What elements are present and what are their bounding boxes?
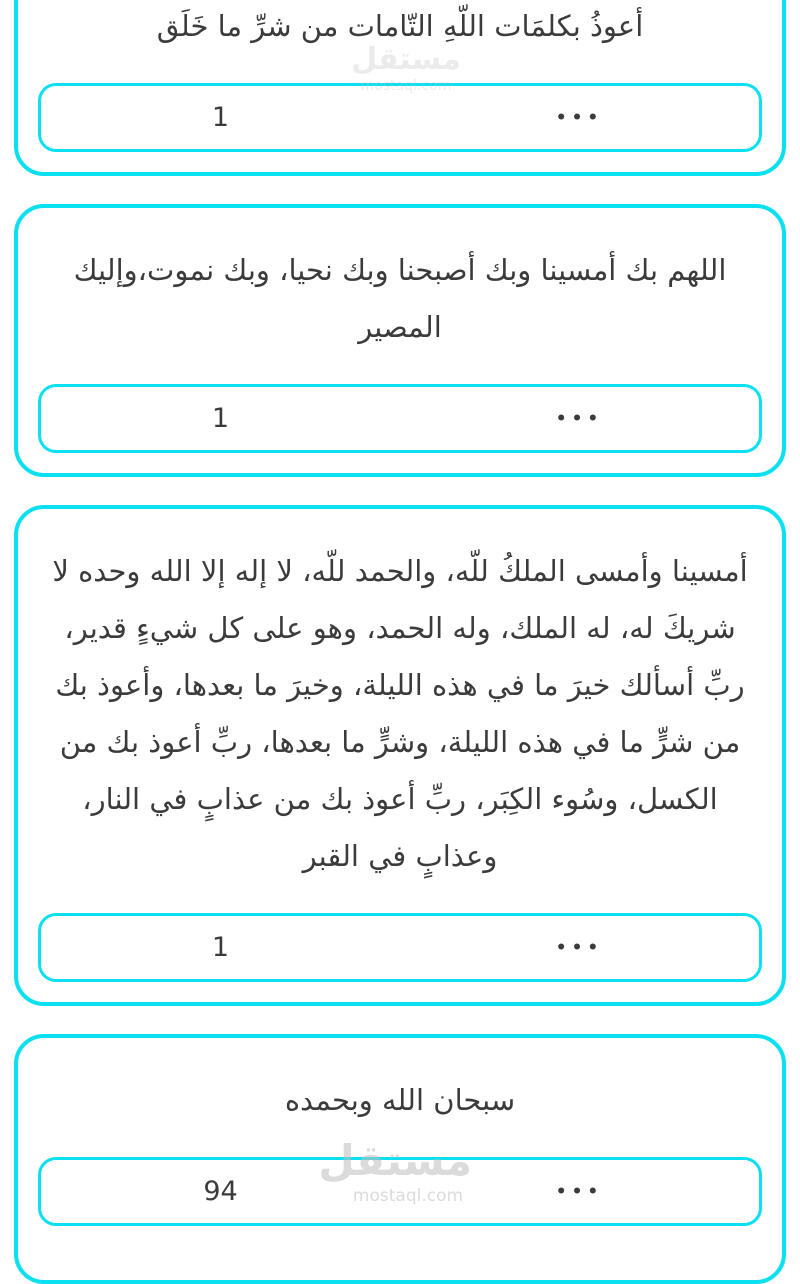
counter-bar[interactable]	[38, 1157, 762, 1226]
counter-bar[interactable]	[38, 384, 762, 453]
repeat-count: 1	[211, 403, 230, 434]
counter-bar[interactable]	[38, 913, 762, 982]
more-options-icon[interactable]: •••	[555, 1181, 604, 1202]
counter-bar[interactable]	[38, 83, 762, 152]
count-area[interactable]	[41, 916, 400, 979]
watermark-title: مستقل	[318, 1136, 472, 1185]
count-area[interactable]	[41, 1160, 400, 1223]
dhikr-text: سبحان الله وبحمده	[284, 1083, 516, 1117]
dhikr-card	[14, 0, 786, 176]
watermark-title: مستقل	[351, 42, 461, 77]
dhikr-text: أعوذُ بكلمَات اللّهِ التّامات من شرِّ ما خَلَق	[156, 9, 644, 43]
more-options-button[interactable]	[400, 387, 759, 450]
dhikr-text: أمسينا وأمسى الملكُ للّه، والحمد للّه، لا إله إلا الله وحده لا شريكَ له، له الملك، وله الحمد، وهو على كل شيءٍ قدير، ربِّ أسألك خيرَ ما في هذه الليلة، وخيرَ ما بعدها، وأعوذ بك من شرٍّ ما في هذه الليلة، وشرٍّ ما بعدها، ربِّ أعوذ بك من الكسل، وسُوء الكِبَر، ربِّ أعوذ بك من عذابٍ في النار، وعذابٍ في القبر	[52, 554, 748, 873]
dhikr-card	[14, 505, 786, 1006]
more-options-button[interactable]	[400, 1160, 759, 1223]
repeat-count: 1	[211, 932, 230, 963]
more-options-button[interactable]	[400, 86, 759, 149]
dhikr-text: اللهم بك أمسينا وبك أصبحنا وبك نحيا، وبك نموت،وإليك المصير	[73, 253, 727, 344]
count-area[interactable]	[41, 387, 400, 450]
watermark-domain: mostaql.com	[360, 78, 452, 94]
repeat-count: 1	[211, 102, 230, 133]
dhikr-card	[14, 1034, 786, 1284]
count-area[interactable]	[41, 86, 400, 149]
more-options-icon[interactable]: •••	[555, 408, 604, 429]
dhikr-card	[14, 204, 786, 477]
more-options-icon[interactable]: •••	[555, 937, 604, 958]
repeat-count: 94	[203, 1176, 238, 1207]
watermark-domain: mostaql.com	[352, 1186, 464, 1206]
more-options-button[interactable]	[400, 916, 759, 979]
more-options-icon[interactable]: •••	[555, 107, 604, 128]
